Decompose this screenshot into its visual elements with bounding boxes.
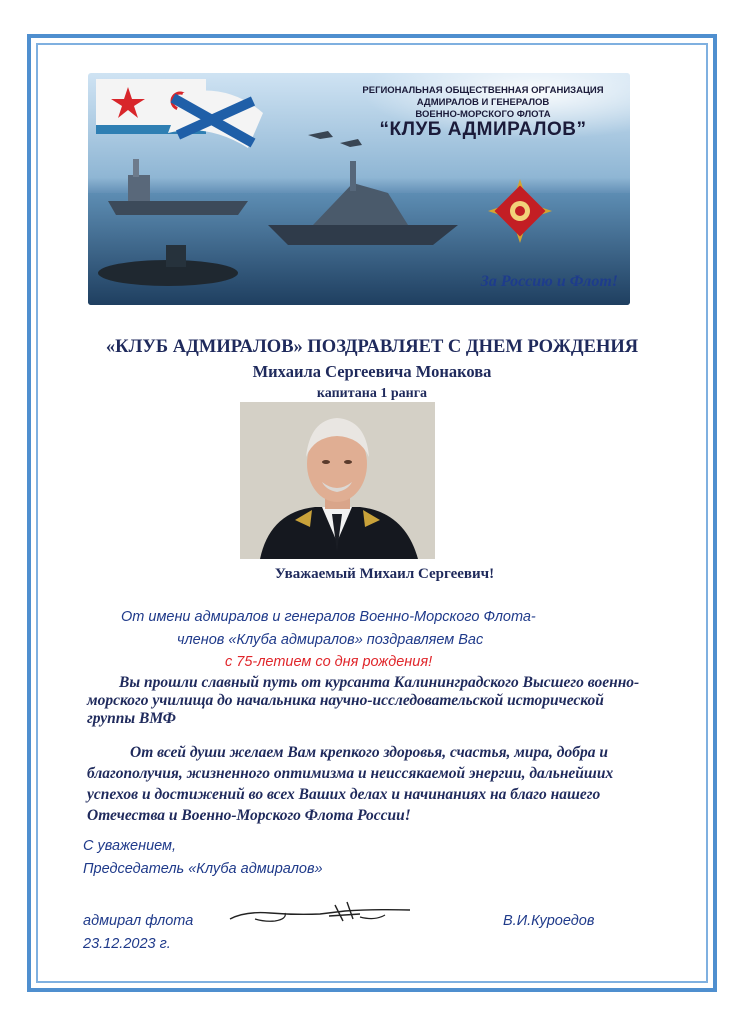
banner-motto: За Россию и Флот! [480,273,618,290]
intro-line: От имени адмиралов и генералов Военно-Морского Флота- [121,609,536,625]
signer-name: В.И.Куроедов [503,913,595,929]
recipient-photo [240,402,435,559]
closing-position: Председатель «Клуба адмиралов» [83,861,323,877]
handwritten-signature [225,897,415,929]
banner-org-line: АДМИРАЛОВ И ГЕНЕРАЛОВ [416,97,550,108]
congratulation-heading: «КЛУБ АДМИРАЛОВ» ПОЗДРАВЛЯЕТ С ДНЕМ РОЖДЕНИЯ [105,337,639,357]
paragraph2-line: благополучия, жизненного оптимизма и неиссякаемой энергии, дальнейших [87,765,614,782]
salutation: Уважаемый Михаил Сергеевич! [274,566,495,582]
closing-regards: С уважением, [83,838,177,854]
recipient-rank: капитана 1 ранга [316,386,428,401]
signer-rank: адмирал флота [83,913,194,929]
intro-line: членов «Клуба адмиралов» поздравляем Вас [177,632,484,648]
banner-org-line: РЕГИОНАЛЬНАЯ ОБЩЕСТВЕННАЯ ОРГАНИЗАЦИЯ [362,85,604,96]
club-banner [88,73,630,305]
anniversary-line: с 75-летием со дня рождения! [225,654,433,670]
paragraph1-line: морского училища до начальника научно-исследовательской исторической [87,692,604,709]
banner-organization [343,85,623,121]
paragraph1-line: группы ВМФ [87,710,176,727]
paragraph2-line: Отечества и Военно-Морского Флота России! [87,807,411,824]
banner-org-line: ВОЕННО-МОРСКОГО ФЛОТА [415,109,551,120]
recipient-name: Михаила Сергеевича Монакова [252,362,492,381]
paragraph2-line: От всей души желаем Вам крепкого здоровья, счастья, мира, добра и [130,744,608,761]
banner-title: “КЛУБ АДМИРАЛОВ” [379,119,587,140]
paragraph1-line: Вы прошли славный путь от курсанта Калининградского Высшего военно- [119,674,640,691]
letter-date: 23.12.2023 г. [83,936,171,952]
paragraph2-line: успехов и достижений во всех Ваших делах и начинаниях на благо нашего [87,786,601,803]
